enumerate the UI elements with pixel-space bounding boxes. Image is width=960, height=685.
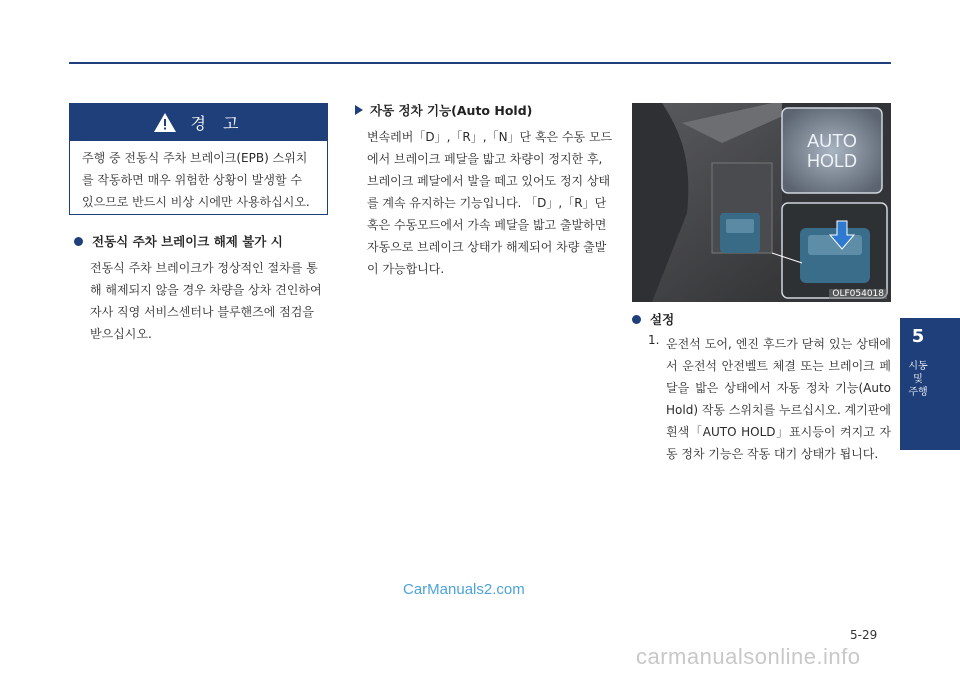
auto-hold-label-line2: HOLD	[806, 151, 858, 171]
bullet-dot-icon	[74, 237, 83, 246]
bullet-dot-icon	[632, 315, 641, 324]
warning-triangle-icon	[153, 112, 177, 133]
warning-text: 주행 중 전동식 주차 브레이크(EPB) 스위치를 작동하면 매우 위험한 상황이 발생할 수 있으므로 반드시 비상 시에만 사용하십시오.	[82, 151, 310, 209]
watermark-carmanualsonline: carmanualsonline.info	[636, 644, 861, 669]
list-item-number: 1.	[648, 333, 660, 347]
auto-hold-label-line1: AUTO	[807, 131, 857, 151]
triangle-arrow-icon	[355, 105, 363, 115]
section-heading-auto-hold	[355, 101, 532, 119]
section-heading-text: 자동 정차 기능(Auto Hold)	[370, 103, 533, 118]
chapter-label: 시동 및 주행	[908, 361, 928, 398]
section-text-epb-release: 전동식 주차 브레이크가 정상적인 절차를 통해 해제되지 않을 경우 차량을 상차 견인하여 자사 직영 서비스센터나 블루핸즈에 점검을 받으십시오.	[90, 261, 322, 341]
warning-box	[69, 103, 328, 215]
warning-title: 경 고	[190, 114, 245, 133]
section-heading-settings	[632, 310, 674, 328]
chapter-side-tab[interactable]	[900, 318, 960, 450]
watermark-carmanuals2[interactable]: CarManuals2.com	[403, 581, 525, 598]
section-text-auto-hold: 변속레버「D」,「R」,「N」단 혹은 수동 모드에서 브레이크 페달을 밟고 차량이 정지한 후, 브레이크 페달에서 발을 떼고 있어도 정지 상태를 계속 유지하는 기능입니다. 「D」,「R」단 혹은 수동모드에서 가속 페달을 밟고 출발하면 자동으로 브레이크 상태가 해제되어 차량 출발이 가능합니다.	[367, 130, 613, 276]
list-item-text: 운전석 도어, 엔진 후드가 닫혀 있는 상태에서 운전석 안전벨트 체결 또는 브레이크 페달을 밟은 상태에서 자동 정차 기능(Auto Hold) 작동 스위치를 누르십시오. 계기판에 흰색「AUTO HOLD」표시등이 켜지고 자동 정차 기능은 작동 대기 상태가 됩니다.	[666, 337, 891, 461]
photo-code: OLF054018	[829, 289, 887, 299]
section-heading-epb-release	[74, 232, 283, 250]
console-illustration	[632, 103, 891, 302]
chapter-number: 5	[911, 326, 925, 347]
section-heading-text: 전동식 주차 브레이크 해제 불가 시	[92, 234, 283, 249]
top-rule	[69, 62, 891, 64]
page-number: 5-29	[850, 628, 878, 642]
warning-header	[70, 104, 327, 141]
section-heading-text: 설정	[650, 312, 675, 327]
auto-hold-switch-photo	[632, 103, 891, 302]
